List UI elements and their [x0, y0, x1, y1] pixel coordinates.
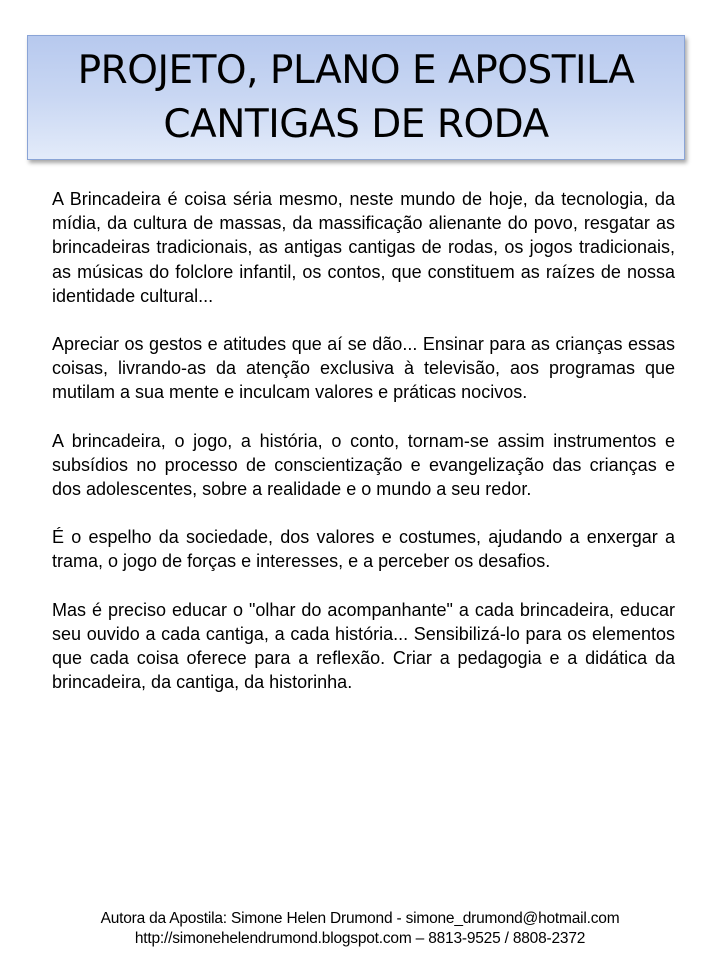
- title-line-1: PROJETO, PLANO E APOSTILA: [77, 47, 635, 93]
- paragraph-4: É o espelho da sociedade, dos valores e costumes, ajudando a enxergar a trama, o jogo de forças e interesses, e a perceber os desafios.: [52, 527, 675, 572]
- footer-contact-line: http://simonehelendrumond.blogspot.com – 8813-9525 / 8808-2372: [134, 930, 586, 947]
- paragraph-1: A Brincadeira é coisa séria mesmo, neste mundo de hoje, da tecnologia, da mídia, da cultura de massas, da massificação alienante do povo, resgatar as brincadeiras tradicionais, as antigas cantigas de rodas, os jogos tradicionais, as músicas do folclore infantil, os contos, que constituem as raízes de nossa identidade cultural...: [52, 189, 675, 306]
- body-text: [52, 187, 675, 718]
- title-banner: [27, 35, 685, 160]
- title-line-2: CANTIGAS DE RODA: [163, 101, 549, 147]
- paragraph-2: Apreciar os gestos e atitudes que aí se dão... Ensinar para as crianças essas coisas, livrando-as da atenção exclusiva à televisão, aos programas que mutilam a sua mente e inculcam valores e práticas nocivos.: [52, 334, 675, 403]
- paragraph-5: Mas é preciso educar o "olhar do acompanhante" a cada brincadeira, educar seu ouvido a cada cantiga, a cada história... Sensibilizá-lo para os elementos que cada coisa oferece para a reflexão. Criar a pedagogia e a didática da brincadeira, da cantiga, da historinha.: [52, 599, 675, 693]
- footer: [0, 909, 720, 949]
- footer-author-line: Autora da Apostila: Simone Helen Drumond - simone_drumond@hotmail.com: [100, 910, 620, 927]
- paragraph-3: A brincadeira, o jogo, a história, o conto, tornam-se assim instrumentos e subsídios no processo de conscientização e evangelização das crianças e dos adolescentes, sobre a realidade e o mundo a seu redor.: [52, 430, 675, 500]
